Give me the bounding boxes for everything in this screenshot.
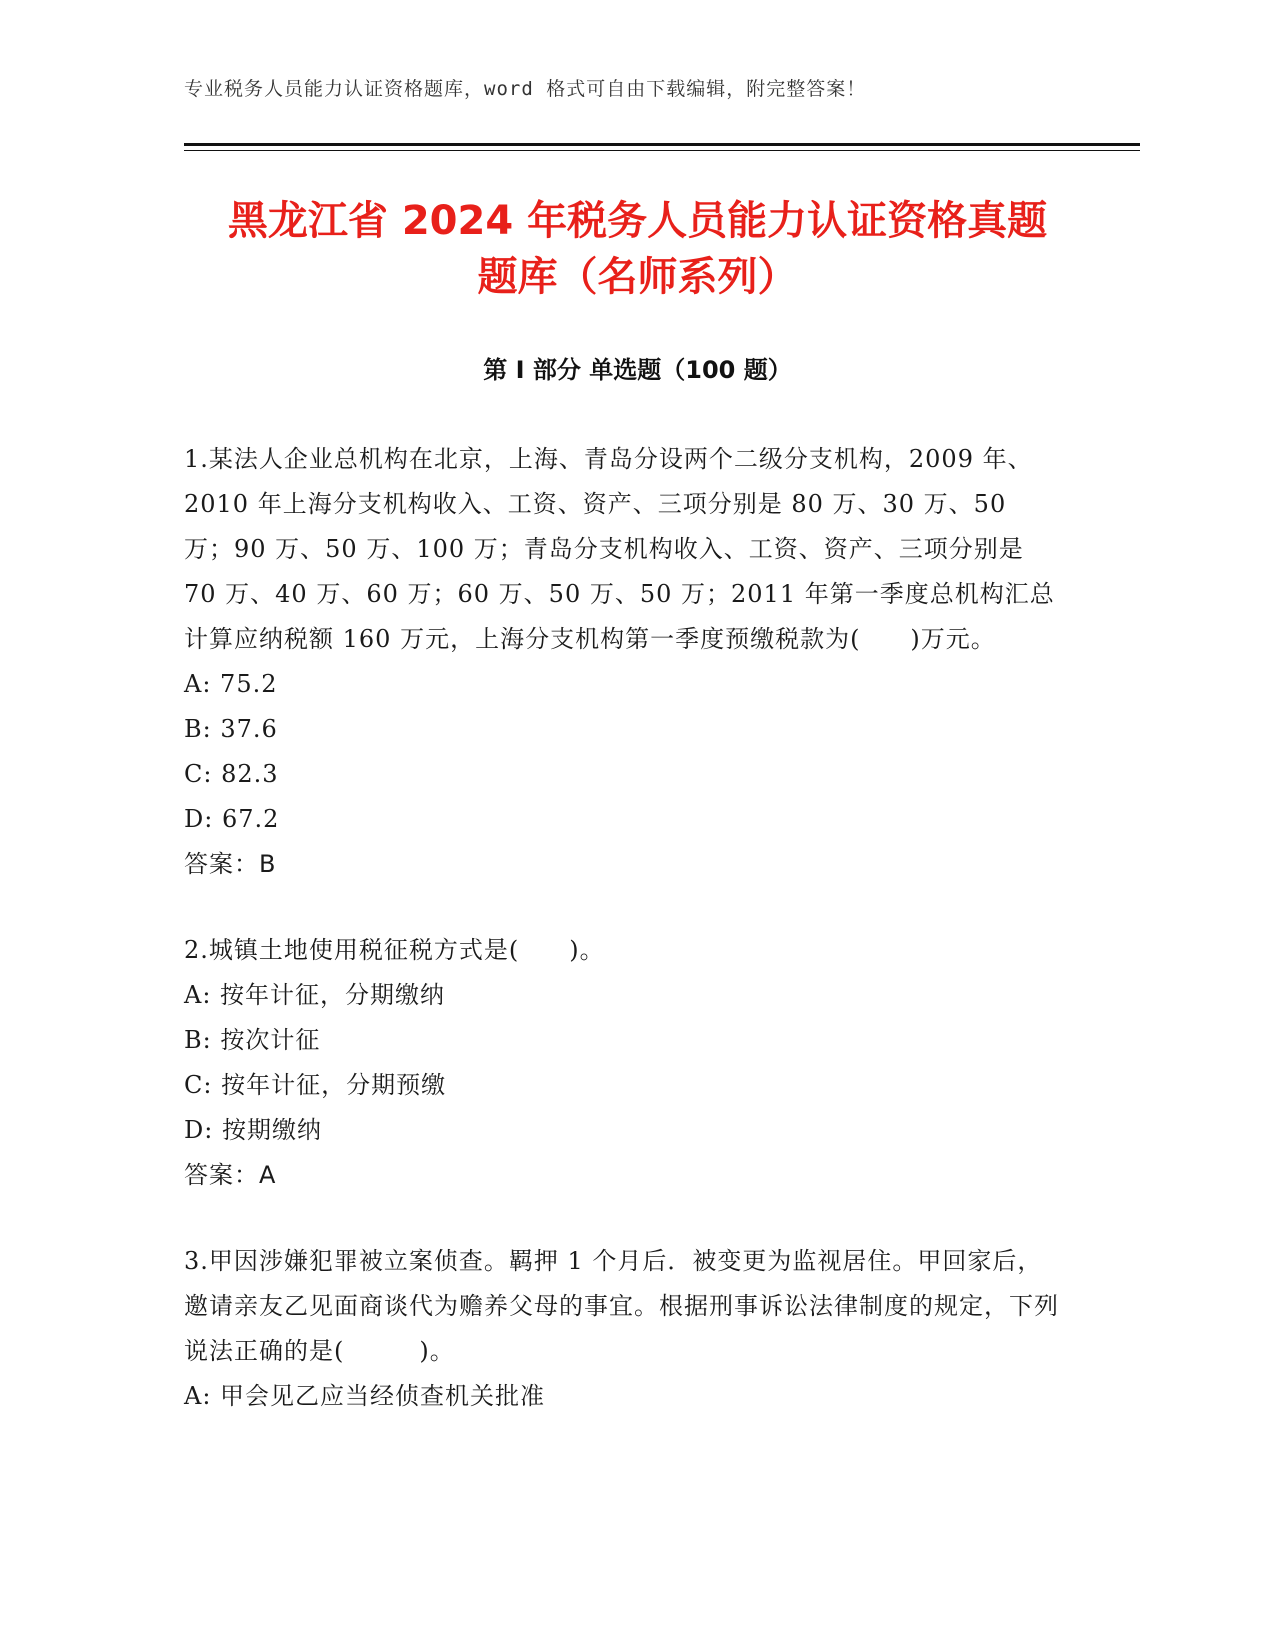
option-d: D: 按期缴纳 <box>184 1116 322 1144</box>
question-spacer <box>184 1198 1064 1239</box>
question-stem: 1.某法人企业总机构在北京，上海、青岛分设两个二级分支机构，2009 年、2010 年上海分支机构收入、工资、资产、三项分别是 80 万、30 万、50 万；90 万、50 万、100 万；青岛分支机构收入、工资、资产、三项分别是 70 万、40 万、60 万；60 万、50 万、50 万；2011 年第一季度总机构汇总计算应纳税额 160 万元，上海分支机构第一季度预缴税款为( )万元。 <box>184 445 1055 653</box>
question-3 <box>184 1239 1064 1419</box>
document-title <box>150 193 1125 305</box>
section-title: 第 I 部分 单选题（100 题） <box>483 356 792 384</box>
header-note: 专业税务人员能力认证资格题库，word 格式可自由下载编辑，附完整答案！ <box>184 78 867 100</box>
option-b: B: 按次计征 <box>184 1026 321 1054</box>
header-rule-thick <box>184 143 1140 146</box>
option-a: A: 甲会见乙应当经侦查机关批准 <box>184 1382 546 1410</box>
option-a: A: 75.2 <box>184 670 278 698</box>
answer: 答案：A <box>184 1161 277 1189</box>
title-line-2: 题库（名师系列） <box>477 254 798 300</box>
header-rule-thin <box>184 150 1140 151</box>
answer: 答案：B <box>184 850 277 878</box>
title-line-1: 黑龙江省 2024 年税务人员能力认证资格真题 <box>227 198 1048 244</box>
option-c: C: 按年计征，分期预缴 <box>184 1071 447 1099</box>
question-stem: 2.城镇土地使用税征税方式是( )。 <box>184 936 605 964</box>
question-2 <box>184 928 1064 1198</box>
question-1 <box>184 437 1064 887</box>
option-b: B: 37.6 <box>184 715 278 743</box>
question-spacer <box>184 887 1064 928</box>
question-stem: 3.甲因涉嫌犯罪被立案侦查。羁押 1 个月后．被变更为监视居住。甲回家后，邀请亲友乙见面商谈代为赡养父母的事宜。根据刑事诉讼法律制度的规定，下列说法正确的是( )。 <box>184 1247 1059 1365</box>
option-c: C: 82.3 <box>184 760 279 788</box>
option-d: D: 67.2 <box>184 805 280 833</box>
question-list <box>184 437 1064 1419</box>
option-a: A: 按年计征，分期缴纳 <box>184 981 446 1009</box>
